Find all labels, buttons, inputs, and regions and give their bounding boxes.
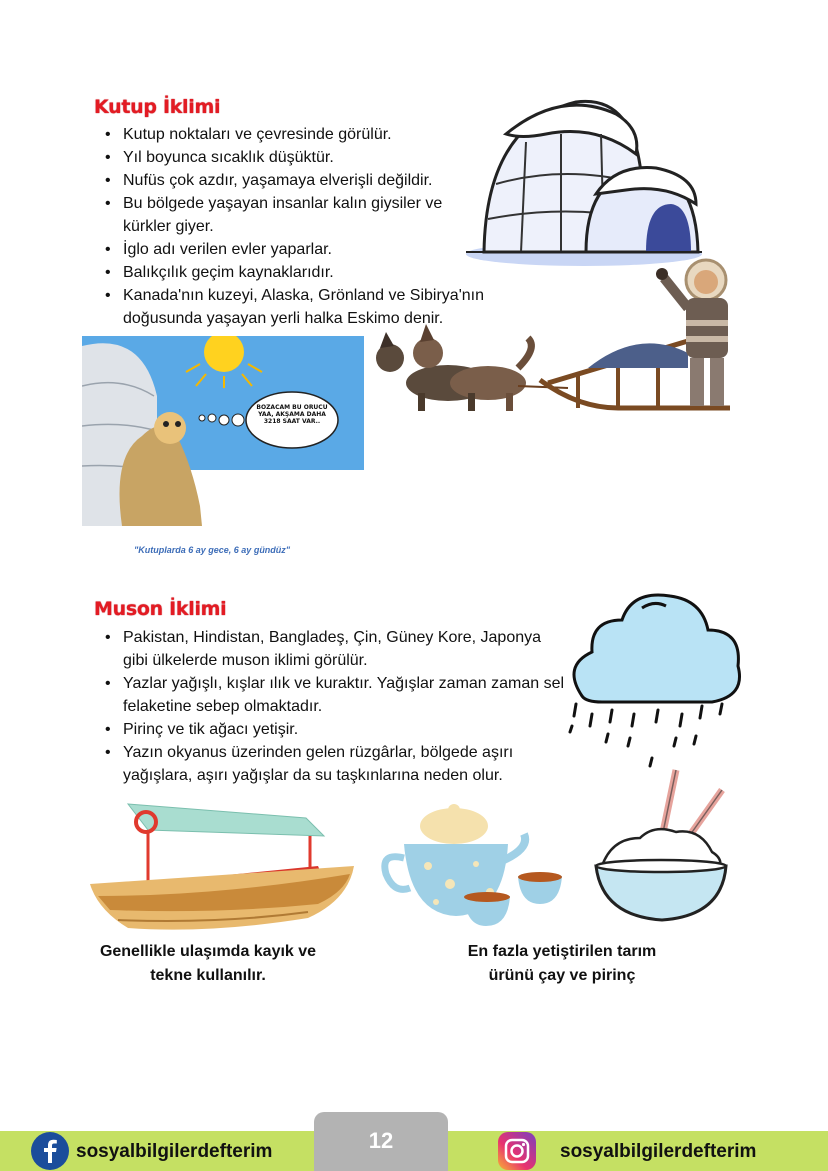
page-number: 12: [368, 1128, 394, 1153]
list-item: • Yıl boyunca sıcaklık düşüktür.: [95, 146, 515, 169]
boat-illustration: [88, 800, 358, 934]
crop-caption-line: En fazla yetiştirilen tarım: [467, 943, 657, 960]
speech-bubble-text: BOZACAM BU ORUCU YAA, AKŞAMA DAHA 3218 SAAT VAR..: [256, 404, 328, 425]
list-item: • Yazın okyanus üzerinden gelen rüzgârlar, bölgede aşırı yağışlara, aşırı yağışlar da su taşkınlarına neden olur.: [95, 741, 543, 787]
boat-caption: [78, 940, 338, 988]
crop-caption-line: ürünü çay ve pirinç: [488, 967, 636, 984]
tea-set-illustration: [380, 804, 570, 932]
boat-caption-line: tekne kullanılır.: [150, 967, 266, 984]
list-item: • Balıkçılık geçim kaynaklarıdır.: [95, 261, 515, 284]
facebook-handle[interactable]: sosyalbilgilerdefterim: [76, 1141, 273, 1162]
list-item: • İglo adı verilen evler yaparlar.: [95, 238, 515, 261]
list-item: • Pirinç ve tik ağacı yetişir.: [95, 718, 565, 741]
page-number-tab: [314, 1112, 448, 1171]
sled-dog: [376, 324, 531, 411]
list-item: • Kutup noktaları ve çevresinde görülür.: [95, 123, 515, 146]
igloo-illustration: [466, 94, 702, 266]
polar-section-title: Kutup İklimi: [94, 96, 221, 118]
list-item: • Pakistan, Hindistan, Bangladeş, Çin, Güney Kore, Japonya gibi ülkelerde muson iklimi görülür.: [95, 626, 565, 672]
list-item: • Nufüs çok azdır, yaşamaya elverişli değildir.: [95, 169, 515, 192]
cartoon-caption: "Kutuplarda 6 ay gece, 6 ay gündüz": [134, 545, 291, 555]
instagram-handle[interactable]: sosyalbilgilerdefterim: [560, 1141, 757, 1162]
monsoon-bullet-list: [95, 626, 565, 787]
list-item: • Bu bölgede yaşayan insanlar kalın giysiler ve kürkler giyer.: [95, 192, 473, 238]
facebook-icon[interactable]: [30, 1131, 70, 1171]
list-item: • Kanada'nın kuzeyi, Alaska, Grönland ve Sibirya'nın doğusunda yaşayan yerli halka Eskimo denir.: [95, 284, 518, 330]
instagram-icon[interactable]: [497, 1131, 537, 1171]
monsoon-section-title: Muson İklimi: [94, 598, 227, 620]
fasting-cartoon: [82, 336, 364, 532]
rice-bowl-illustration: [592, 766, 732, 926]
eskimo-person: [656, 260, 728, 406]
boat-caption-line: Genellikle ulaşımda kayık ve: [99, 943, 317, 960]
list-item: • Yazlar yağışlı, kışlar ılık ve kuraktır. Yağışlar zaman zaman sel felaketine sebep olmaktadır.: [95, 672, 565, 718]
crop-caption: [432, 940, 692, 988]
dog-sled-illustration: [368, 258, 738, 418]
rain-cloud-icon: [562, 586, 746, 782]
